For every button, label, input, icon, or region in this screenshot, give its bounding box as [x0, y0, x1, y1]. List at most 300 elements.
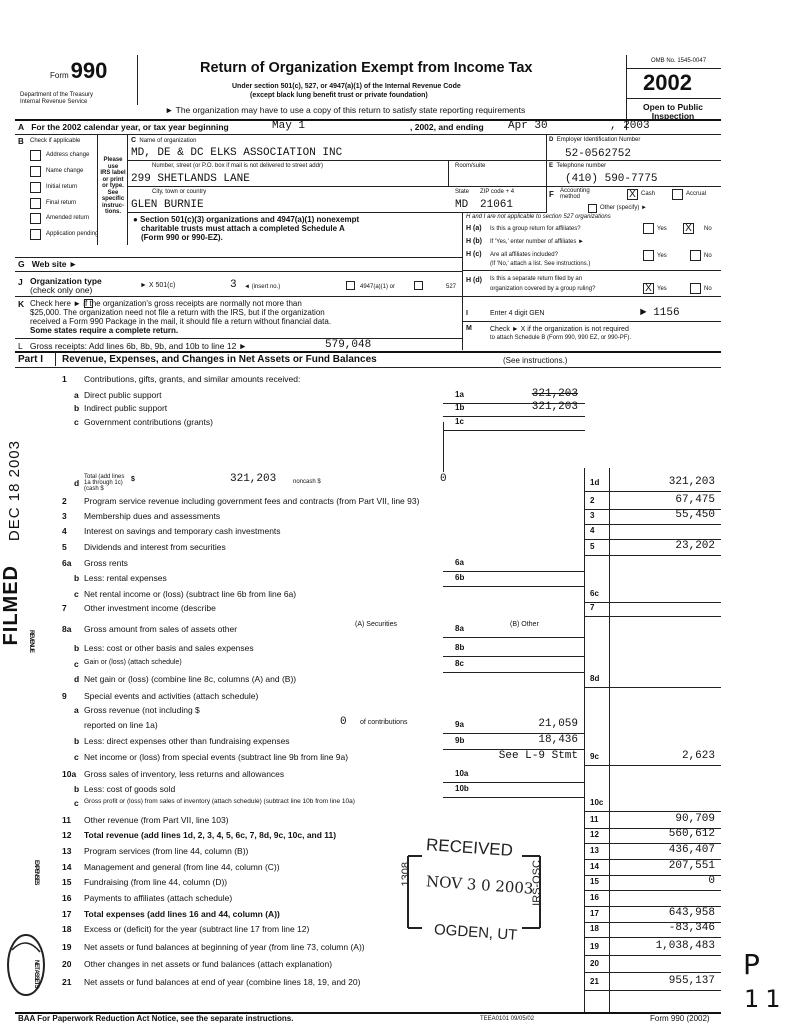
- amended-return-checkbox[interactable]: [30, 213, 41, 224]
- line-number: 15: [62, 877, 72, 887]
- amended-return-label: Amended return: [46, 215, 90, 221]
- row-underline: [584, 491, 721, 492]
- line-text: Less: cost or other basis and sales expenses: [84, 643, 254, 653]
- hc-yes-label: Yes: [657, 253, 667, 259]
- line-box-label: 8b: [455, 643, 465, 652]
- line-value[interactable]: 560,612: [668, 828, 715, 840]
- hc-no-checkbox[interactable]: [690, 250, 701, 261]
- line-box-label: 9a: [455, 720, 464, 729]
- line-number: b: [74, 403, 80, 413]
- line-number: 10a: [62, 769, 77, 779]
- final-return-label: Final return: [46, 200, 77, 206]
- application-pending-label: Application pending: [46, 231, 99, 237]
- line-box-label: 6c: [590, 589, 599, 598]
- use-label-0: Please use: [103, 157, 123, 170]
- section-c-name-label: C Name of organization: [131, 137, 197, 144]
- part1-line-row: [0, 734, 770, 749]
- line-number: c: [74, 659, 79, 669]
- line-box-label: 8c: [455, 659, 464, 668]
- line-box-label: 7: [590, 603, 595, 612]
- line-text: Management and general (from line 44, column (C)): [84, 862, 280, 872]
- line-value[interactable]: 90,709: [675, 813, 715, 825]
- line-text: Gross profit or (loss) from sales of inventory (attach schedule) (subtract line 10b from line 10a): [84, 798, 355, 805]
- hc-no-label: No: [704, 253, 712, 259]
- line-text: Total revenue (add lines 1d, 2, 3, 4, 5, 6c, 7, 8d, 9c, 10c, and 11): [84, 830, 337, 840]
- j-501c-number[interactable]: 3: [230, 279, 237, 291]
- j-insert-no: ◄ (insert no.): [244, 284, 281, 290]
- k-checkbox[interactable]: [84, 299, 93, 308]
- line-box-label: 9b: [455, 736, 465, 745]
- hd-text: Is this a separate return filed by an: [490, 276, 583, 282]
- use-label-4: See: [107, 189, 119, 196]
- part1-line-row: [0, 657, 770, 672]
- line-text: Dividends and interest from securities: [84, 542, 226, 552]
- line-number: a: [74, 390, 79, 400]
- line-box-label: 3: [590, 511, 595, 520]
- part1-line-row: [0, 524, 770, 539]
- section-l: L Gross receipts: Add lines 6b, 8b, 9b, and 10b to line 12 ►: [18, 341, 248, 351]
- section-k-text: [30, 299, 331, 335]
- part1-line-row: [0, 372, 770, 387]
- line-number: a: [74, 705, 79, 715]
- row-underline: [584, 687, 721, 688]
- form-word: Form: [50, 71, 69, 80]
- line-number: 6a: [62, 558, 72, 568]
- line-box-label: 21: [590, 977, 599, 986]
- line-value[interactable]: 55,450: [675, 509, 715, 521]
- line-value[interactable]: 2,623: [681, 750, 715, 762]
- line-text: Contributions, gifts, grants, and similar amounts received:: [84, 374, 301, 384]
- part1-line-row: [0, 813, 770, 828]
- line-box-label: 16: [590, 893, 599, 902]
- expenses-side-label: EXPENSES: [33, 860, 39, 885]
- city[interactable]: GLEN BURNIE: [131, 199, 204, 211]
- line-a-label: A: [18, 122, 25, 132]
- address-change-label: Address change: [46, 152, 90, 158]
- line-text: Less: rental expenses: [84, 573, 167, 583]
- street-label: Number, street (or P.O. box if mail is not delivered to street addr): [152, 163, 323, 169]
- j-4947-label: 4947(a)(1) or: [360, 284, 396, 290]
- stamp-date: NOV 3 0 2003: [425, 872, 535, 898]
- stamp-received: RECEIVED: [425, 834, 514, 861]
- section-m-text: [490, 325, 631, 343]
- 501-line-1: ● Section 501(c)(3) organizations and 4947(a)(1) nonexempt: [133, 215, 360, 224]
- line-box-label: 14: [590, 862, 599, 871]
- hc-yes-checkbox[interactable]: [643, 250, 654, 261]
- col-b-header: (B) Other: [510, 621, 539, 628]
- footer-mid: TEEA0101 09/05/02: [480, 1016, 535, 1022]
- line-number: d: [74, 674, 80, 684]
- line-number: c: [74, 798, 79, 808]
- part1-title: Revenue, Expenses, and Changes in Net Assets or Fund Balances: [62, 354, 377, 365]
- line-number: d: [74, 478, 80, 488]
- line9a-amount[interactable]: 0: [340, 716, 347, 728]
- line-number: 16: [62, 893, 72, 903]
- line-number: c: [74, 417, 79, 427]
- hd-yes-label: Yes: [657, 286, 667, 292]
- line-number: 2: [62, 496, 67, 506]
- part1-line-row: [0, 844, 770, 859]
- line-box-label: 15: [590, 877, 599, 886]
- part1-line-row: [0, 556, 770, 571]
- line-number: 11: [62, 815, 71, 825]
- row-underline: [584, 972, 721, 973]
- ha-no-checkbox[interactable]: X: [683, 223, 694, 234]
- part1-label: Part I: [18, 354, 44, 365]
- line-number: 18: [62, 924, 72, 934]
- part1-line-row: [0, 476, 770, 491]
- line-number: 14: [62, 862, 72, 872]
- line-number: 1: [62, 374, 67, 384]
- k-line-3: received a Form 990 Package in the mail, it should file a return without financial data.: [30, 317, 332, 326]
- line-number: 5: [62, 542, 67, 552]
- line1d-zero[interactable]: 0: [440, 473, 447, 485]
- row-underline: [584, 955, 721, 956]
- line-text: Net assets or fund balances at end of year (combine lines 18, 19, and 20): [84, 977, 361, 987]
- other-method-label: Other (specify) ►: [600, 205, 647, 211]
- filmed-stamp: FILMED: [0, 565, 22, 646]
- tax-year-end[interactable]: Apr 30: [508, 120, 548, 132]
- zip-label: ZIP code + 4: [480, 189, 515, 195]
- part1-line-row: [0, 415, 770, 430]
- hd-no-label: No: [704, 286, 712, 292]
- use-label-1: IRS label: [100, 170, 126, 176]
- ha-yes-label: Yes: [657, 226, 667, 232]
- hc-text: Are all affiliates included?: [490, 252, 558, 258]
- line-number: 12: [62, 830, 72, 840]
- line-number: 4: [62, 526, 67, 536]
- zip[interactable]: 21061: [480, 199, 514, 211]
- line-value[interactable]: 0: [708, 875, 715, 887]
- form-label: [50, 58, 107, 84]
- name-change-label: Name change: [46, 168, 84, 174]
- use-label-5: specific: [101, 196, 125, 202]
- footer-left: BAA For Paperwork Reduction Act Notice, see the separate instructions.: [18, 1014, 294, 1023]
- line-number: b: [74, 573, 80, 583]
- line-box-label: 20: [590, 959, 599, 968]
- initial-return-checkbox[interactable]: [30, 182, 41, 193]
- row-underline: [584, 765, 721, 766]
- stamp-code-left: 1308: [400, 862, 412, 887]
- section-j-label: J: [18, 277, 23, 287]
- part1-line-row: [0, 875, 770, 890]
- line-text: Total expenses (add lines 16 and 44, column (A)): [84, 909, 280, 919]
- department-label: [20, 92, 93, 106]
- line-text: Gross sales of inventory, less returns and allowances: [84, 769, 285, 779]
- address-change-checkbox[interactable]: [30, 150, 41, 161]
- line-box-label: 1b: [455, 403, 465, 412]
- phone[interactable]: (410) 590-7775: [565, 173, 658, 185]
- line-text: Other changes in net assets or fund balances (attach explanation): [84, 959, 333, 969]
- part1-line-row: [0, 509, 770, 524]
- line-a: [18, 122, 229, 132]
- tax-year: 2002: [643, 70, 692, 95]
- part1-line-row: [0, 672, 770, 687]
- hc-sub: (If 'No,' attach a list. See instructions.): [490, 261, 591, 267]
- row-underline: [584, 616, 721, 617]
- line-number: 17: [62, 909, 72, 919]
- section-501c3-note: [133, 215, 359, 242]
- line-box-label: 8d: [590, 674, 600, 683]
- line-value[interactable]: 955,137: [668, 975, 715, 987]
- omb-number: OMB No. 1545-0047: [651, 58, 707, 64]
- form-title: Return of Organization Exempt from Income Tax: [200, 60, 533, 76]
- filmed-date: DEC 18 2003: [6, 440, 23, 542]
- line-number: 21: [62, 977, 72, 987]
- section-f: F: [549, 190, 554, 199]
- line-text: Other revenue (from Part VII, line 103): [84, 815, 229, 825]
- line-box-label: 10c: [590, 798, 604, 807]
- part1-line-row: [0, 828, 770, 843]
- use-label-3: or type.: [102, 183, 124, 189]
- room-label: Room/suite: [455, 163, 486, 169]
- part1-line-row: [0, 641, 770, 656]
- line-inner-value[interactable]: 18,436: [538, 734, 578, 746]
- hd-text-2: organization covered by a group ruling?: [490, 286, 596, 292]
- line-number: b: [74, 643, 80, 653]
- line-text: Fundraising (from line 44, column (D)): [84, 877, 228, 887]
- part1-line-row: [0, 782, 770, 797]
- line-inner-value[interactable]: 321,203: [531, 401, 578, 413]
- line-value[interactable]: 23,202: [675, 540, 715, 552]
- k-line-2: $25,000. The organization need not file a return with the IRS, but if the organization: [30, 308, 325, 317]
- ein[interactable]: 52-0562752: [565, 148, 632, 160]
- line-number: 9: [62, 691, 67, 701]
- line-value[interactable]: 67,475: [675, 494, 715, 506]
- notice-text: ► The organization may have to use a copy of this return to satisfy state reporting requirements: [165, 105, 526, 115]
- part1-line-row: [0, 860, 770, 875]
- h-intro: H and I are not applicable to section 527 organizations: [466, 214, 611, 220]
- use-label-6: instruc-: [101, 202, 124, 209]
- cash-label: Cash: [641, 191, 656, 197]
- section-m-label: M: [466, 325, 472, 332]
- line-number: 13: [62, 846, 72, 856]
- line-box-label: 11: [590, 815, 599, 824]
- part1-line-row: [0, 750, 770, 765]
- line-text: Interest on savings and temporary cash investments: [84, 526, 281, 536]
- final-return-checkbox[interactable]: [30, 198, 41, 209]
- line-box-label: 1a: [455, 390, 464, 399]
- line-text: Net income or (loss) from special events (subtract line 9b from line 9a): [84, 752, 349, 762]
- col-a-header: (A) Securities: [355, 621, 398, 628]
- line-inner-value[interactable]: See L-9 Stmt: [498, 750, 578, 762]
- part1-line-row: [0, 689, 770, 704]
- line-value[interactable]: -83,346: [668, 922, 715, 934]
- open-public-2: Inspection: [651, 111, 695, 121]
- form-subtitle-2: (except black lung benefit trust or private foundation): [250, 92, 428, 99]
- part1-line-row: [0, 401, 770, 416]
- line-number: b: [74, 784, 80, 794]
- section-b-heading: Check if applicable: [30, 138, 81, 144]
- name-change-checkbox[interactable]: [30, 166, 41, 177]
- line-box-label: 4: [590, 526, 595, 535]
- part1-line-row: [0, 767, 770, 782]
- line-box-label: 8a: [455, 624, 464, 633]
- assets-side-label: NET ASSETS: [33, 960, 39, 988]
- state[interactable]: MD: [455, 199, 469, 211]
- line-value[interactable]: 436,407: [668, 844, 715, 856]
- form-subtitle-1: Under section 501(c), 527, or 4947(a)(1) of the Internal Revenue Code: [232, 83, 461, 90]
- section-i-text: Enter 4 digit GEN: [490, 310, 545, 317]
- line1d-cash[interactable]: 321,203: [230, 473, 277, 485]
- j-527-checkbox[interactable]: [414, 281, 423, 290]
- line-text: Less: direct expenses other than fundraising expenses: [84, 736, 290, 746]
- row-underline: [443, 430, 585, 431]
- line-box-label: 17: [590, 909, 599, 918]
- other-method-checkbox[interactable]: [588, 204, 597, 213]
- part1-line-row: [0, 940, 770, 955]
- accounting-method-label: Accounting method: [560, 188, 590, 200]
- 501-line-3: (Form 990 or 990-EZ).: [141, 233, 223, 242]
- tax-year-begin[interactable]: May 1: [272, 120, 306, 132]
- line-number: 3: [62, 511, 67, 521]
- line-text: Net rental income or (loss) (subtract line 6b from line 6a): [84, 589, 297, 599]
- part1-line-row: [0, 540, 770, 555]
- line-text: Other investment income (describe: [84, 603, 216, 613]
- section-d: D Employer Identification Number: [549, 137, 641, 143]
- j-text-1: Organization type: [30, 276, 102, 286]
- ha-yes-checkbox[interactable]: [643, 223, 654, 234]
- tax-year-end-year[interactable]: , 2003: [610, 120, 650, 132]
- line-text: Gross rents: [84, 558, 128, 568]
- row-underline: [584, 811, 721, 812]
- line-text: Program services (from line 44, column (B)): [84, 846, 249, 856]
- irs-text: Internal Revenue Service: [20, 99, 88, 105]
- state-label: State: [455, 189, 470, 195]
- line-text: Membership dues and assessments: [84, 511, 221, 521]
- line-box-label: 10a: [455, 769, 469, 778]
- line-number: b: [74, 736, 80, 746]
- j-527-label: 527: [446, 284, 457, 290]
- m-line-2: to attach Schedule B (Form 990, 990 EZ, or 990-PF).: [490, 335, 632, 341]
- part1-line-row: [0, 571, 770, 586]
- line-text: Excess or (deficit) for the year (subtract line 17 from line 12): [84, 924, 310, 934]
- section-k-label: K: [18, 299, 25, 309]
- hd-no-checkbox[interactable]: [690, 283, 701, 294]
- ha-label: H (a): [466, 225, 482, 232]
- line-text: Government contributions (grants): [84, 417, 213, 427]
- margin-p: P: [743, 948, 760, 981]
- row-underline: [443, 637, 585, 638]
- row-underline: [584, 937, 721, 938]
- part1-line-row: [0, 601, 770, 616]
- hd-label: H (d): [466, 277, 482, 284]
- line-box-label: 5: [590, 542, 595, 551]
- j-4947-checkbox[interactable]: [346, 281, 355, 290]
- dept-text: Department of the Treasury: [20, 92, 94, 98]
- part1-line-row: [0, 891, 770, 906]
- line-text: Direct public support: [84, 390, 162, 400]
- line-text: Less: cost of goods sold: [84, 784, 176, 794]
- stamp-code-right: IRS-OSC: [531, 860, 543, 906]
- part1-line-row: [0, 587, 770, 602]
- hc-label: H (c): [466, 251, 482, 258]
- form-number: 990: [70, 58, 108, 83]
- open-public-1: Open to Public: [643, 102, 703, 112]
- part1-line-row: [0, 975, 770, 990]
- line-box-label: 6a: [455, 558, 464, 567]
- line-text: Gain or (loss) (attach schedule): [84, 659, 182, 666]
- received-stamp: [400, 834, 550, 946]
- hb-label: H (b): [466, 238, 482, 245]
- k-line-1: Check here ► if the organization's gross receipts are normally not more than: [30, 299, 302, 308]
- line-text: Total (add lines 1a through 1c) (cash $: [84, 474, 125, 492]
- line-inner-value[interactable]: 321,203: [531, 388, 578, 400]
- org-name[interactable]: MD, DE & DC ELKS ASSOCIATION INC: [131, 147, 343, 159]
- line-box-label: 18: [590, 924, 599, 933]
- j-opt-501c[interactable]: ► X 501(c): [140, 282, 176, 289]
- line-text: reported on line 1a): [84, 720, 158, 730]
- use-label-7: tions.: [105, 209, 121, 215]
- line-value[interactable]: 321,203: [668, 476, 715, 488]
- line-value[interactable]: 643,958: [668, 907, 715, 919]
- part1-line-row: [0, 922, 770, 937]
- line-number: c: [74, 752, 79, 762]
- part1-line-row: [0, 494, 770, 509]
- irs-label-instructions: [99, 157, 127, 216]
- part1-line-row: [0, 796, 770, 811]
- part1-line-row: [0, 957, 770, 972]
- cash-checkbox[interactable]: X: [627, 189, 638, 200]
- line-text: Payments to affiliates (attach schedule): [84, 893, 233, 903]
- line-a-mid: , 2002, and ending: [410, 122, 484, 132]
- gross-receipts[interactable]: 579,048: [325, 339, 372, 351]
- section-g: G Web site ►: [18, 259, 78, 269]
- line-inner-value[interactable]: 21,059: [538, 718, 578, 730]
- street-address[interactable]: 299 SHETLANDS LANE: [131, 173, 250, 185]
- k-line-4: Some states require a complete return.: [30, 326, 179, 335]
- line-number: 7: [62, 603, 67, 613]
- line-text: Indirect public support: [84, 403, 168, 413]
- line-box-label: 19: [590, 942, 599, 951]
- line-text: Gross revenue (not including $: [84, 705, 200, 715]
- hd-yes-checkbox[interactable]: X: [643, 283, 654, 294]
- line-number: 20: [62, 959, 72, 969]
- line9a-suffix: of contributions: [360, 719, 408, 726]
- line-box-label: 13: [590, 846, 599, 855]
- line-text: Program service revenue including government fees and contracts (from Part VII, line 93): [84, 496, 420, 506]
- line1d-cash-prefix: $: [131, 476, 135, 483]
- part1-suffix: (See instructions.): [503, 356, 568, 365]
- accrual-checkbox[interactable]: [672, 189, 683, 200]
- section-b-label: B: [18, 137, 24, 146]
- accrual-label: Accrual: [686, 191, 707, 197]
- line-box-label: 12: [590, 830, 599, 839]
- ha-text: Is this a group return for affiliates?: [490, 226, 581, 232]
- part1-line-row: [0, 907, 770, 922]
- part1-line-row: [0, 703, 770, 718]
- stamp-city: OGDEN, UT: [433, 921, 518, 944]
- section-i-label: I: [466, 310, 468, 317]
- line-value[interactable]: 1,038,483: [655, 940, 715, 952]
- footer-right: Form 990 (2002): [650, 1014, 710, 1023]
- city-label: City, town or country: [152, 189, 207, 195]
- line-number: 8a: [62, 624, 72, 634]
- revenue-side-label: REVENUE: [28, 630, 34, 653]
- margin-page: 11: [744, 985, 787, 1013]
- j-text-2: (check only one): [30, 285, 93, 295]
- section-e: E Telephone number: [549, 163, 607, 169]
- line-value[interactable]: 207,551: [668, 860, 715, 872]
- application-pending-checkbox[interactable]: [30, 229, 41, 240]
- line-text: Net assets or fund balances at beginning of year (from line 73, column (A)): [84, 942, 365, 952]
- ha-no-label: No: [704, 226, 712, 232]
- row-underline: [584, 990, 721, 991]
- line-text: Special events and activities (attach schedule): [84, 691, 259, 701]
- section-j-text: [30, 277, 102, 295]
- line-box-label: 10b: [455, 784, 469, 793]
- gen-number[interactable]: ► 1156: [640, 307, 680, 319]
